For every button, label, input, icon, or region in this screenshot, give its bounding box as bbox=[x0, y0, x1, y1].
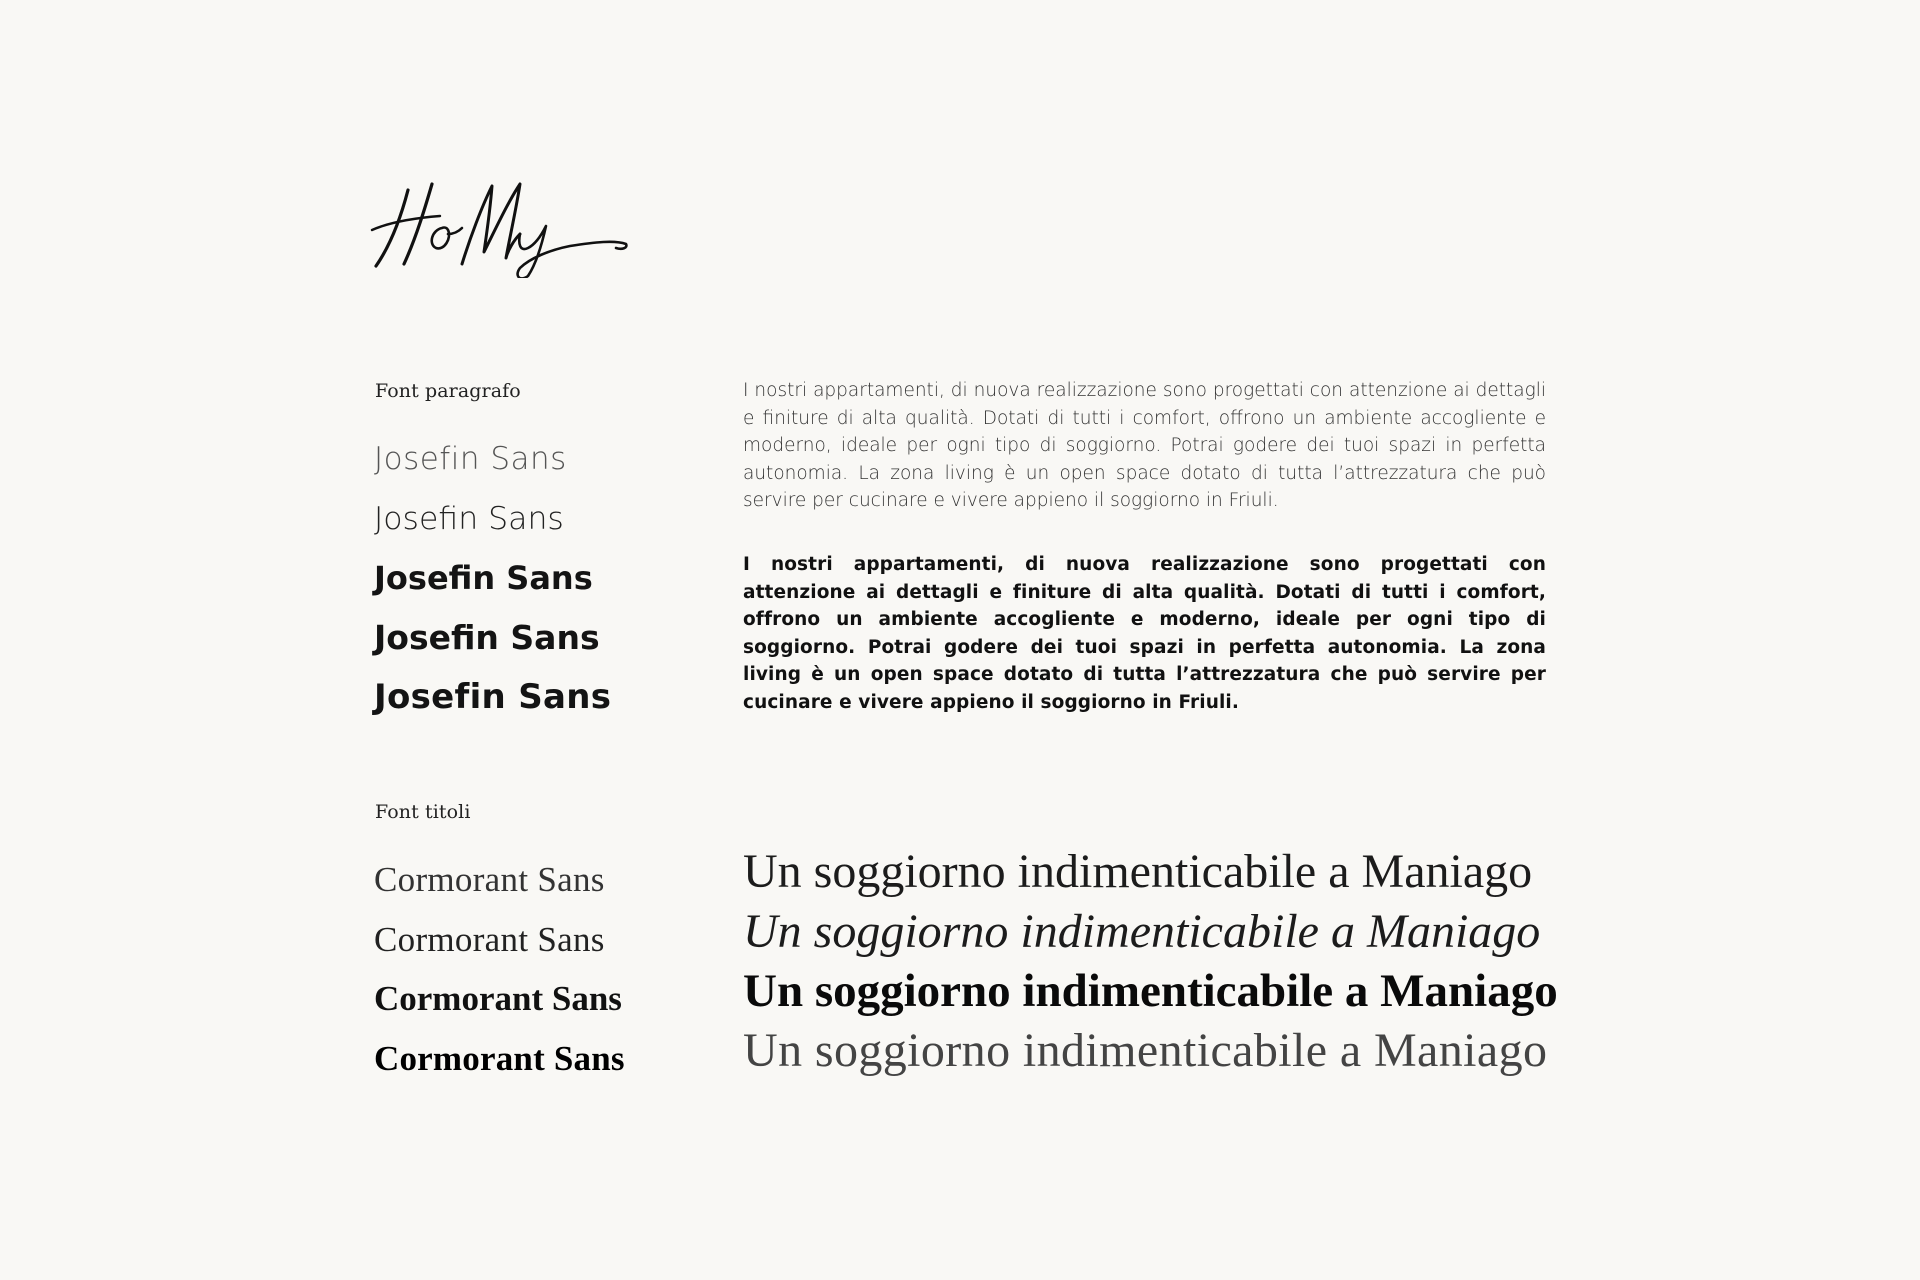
cormorant-regular-sample: Cormorant Sans bbox=[374, 919, 605, 959]
josefin-sans-light-sample: Josefin Sans bbox=[374, 500, 564, 537]
paragraph-font-label: Font paragrafo bbox=[375, 380, 521, 402]
josefin-sans-semibold-sample: Josefin Sans bbox=[374, 559, 593, 597]
josefin-sans-thin-sample: Josefin Sans bbox=[374, 441, 567, 477]
paragraph-sample-light: I nostri appartamenti, di nuova realizzazione sono progettati con attenzione ai dettagli e finiture di alta qualità. Dotati di tutti i comfort, offrono un ambiente accogliente e moderno, ideale per ogni tipo di soggiorno. Potrai godere dei tuoi spazi in perfetta autonomia. La zona living è un open space dotato di tutta l’attrezzatura che può servire per cucinare e vivere appieno il soggiorno in Friuli. bbox=[743, 380, 1546, 512]
titles-font-label: Font titoli bbox=[375, 801, 471, 823]
headline-italic: Un soggiorno indimenticabile a Maniago bbox=[743, 904, 1541, 958]
paragraph-sample-bold: I nostri appartamenti, di nuova realizzazione sono progettati con attenzione ai dettagli e finiture di alta qualità. Dotati di tutti i comfort, offrono un ambiente accogliente e moderno, ideale per ogni tipo di soggiorno. Potrai godere dei tuoi spazi in perfetta autonomia. La zona living è un open space dotato di tutta l’attrezzatura che può servire per cucinare e vivere appieno il soggiorno in Friuli. bbox=[743, 554, 1546, 713]
cormorant-bold-sample: Cormorant Sans bbox=[374, 1038, 625, 1078]
homy-script-logo bbox=[370, 178, 630, 278]
titles-font-weights-list bbox=[374, 855, 625, 1093]
josefin-sans-bold-sample: Josefin Sans bbox=[374, 617, 600, 657]
josefin-sans-extrabold-sample: Josefin Sans bbox=[374, 677, 612, 717]
headline-samples-list bbox=[743, 842, 1558, 1080]
headline-light: Un soggiorno indimenticabile a Maniago bbox=[743, 1023, 1548, 1077]
paragraph-font-weights-list bbox=[374, 434, 611, 732]
cormorant-semibold-sample: Cormorant Sans bbox=[374, 979, 622, 1018]
headline-regular: Un soggiorno indimenticabile a Maniago bbox=[743, 845, 1533, 898]
headline-bold: Un soggiorno indimenticabile a Maniago bbox=[743, 965, 1558, 1017]
cormorant-light-sample: Cormorant Sans bbox=[374, 860, 605, 899]
